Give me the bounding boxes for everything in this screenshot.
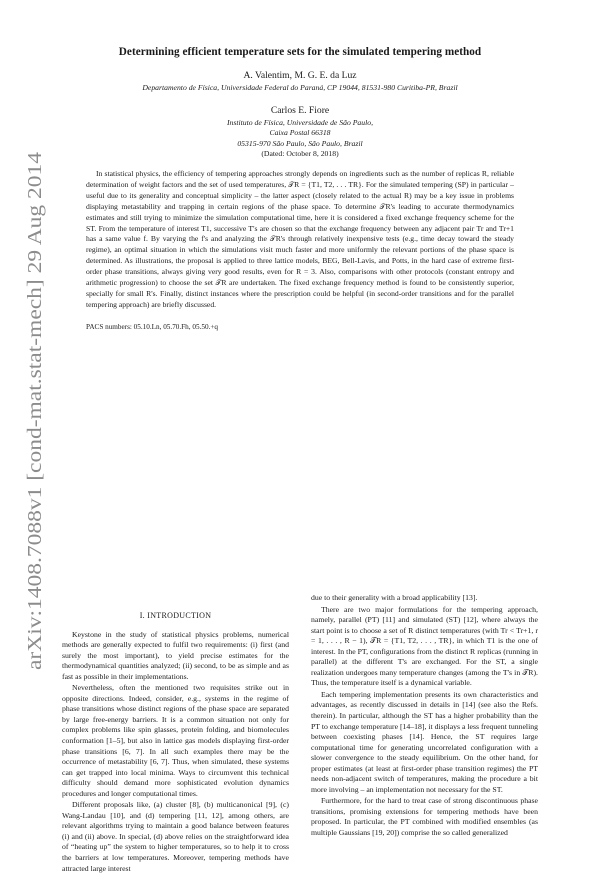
left-column [62, 593, 289, 875]
section-heading-introduction: I. INTRODUCTION [139, 611, 212, 620]
arxiv-id-text: arXiv:1408.7088v1 [cond-mat.stat-mech] 29 Aug 2014 [25, 240, 46, 670]
arxiv-identifier-stamp [14, 150, 54, 670]
affiliation-line-1: Instituto de Física, Universidade de São Paulo, [226, 118, 374, 128]
body-columns [62, 593, 538, 875]
left-paragraph-2: Nevertheless, often the mentioned two requisites strike out in opposite directions. Indeed, consider, e.g., systems in the regime of phase transitions whose distinct regions of the phase space are separated by large free-energy barriers. It is a common situation not only for complex problems like spin glasses, protein folding, and biomolecules conformation [1–5], but also in lattice gas models displaying first-order phase transitions [6, 7]. In all such examples there may be the occurrence of metastability [6, 7]. Thus, when simulated, these systems can get trapped into local minima. Ways to circumvent this technical difficulty should demand more sophisticated evolution dynamics procedures and longer computational times. [62, 683, 289, 798]
left-paragraph-1: Keystone in the study of statistical physics problems, numerical methods are generally expected to fulfil two requirements: (i) first (and surely the most important), to yield precise estimates for the thermodynamical quantities analyzed; (ii) second, to be as simple and as fast as possible in their implementations. [62, 629, 289, 681]
affiliation-line-2: Caixa Postal 66318 [269, 128, 331, 138]
paper-title: Determining efficient temperature sets for the simulated tempering method [118, 46, 482, 58]
right-paragraph-1: due to their generality with a broad applicability [13]. [311, 593, 478, 602]
authors-second-group: Carlos E. Fiore [270, 105, 330, 117]
affiliation-line-3: 05315-970 São Paulo, São Paulo, Brazil [237, 138, 363, 148]
right-paragraph-2: There are two major formulations for the tempering approach, namely, parallel (PT) [11] and simulated (ST) [12], where always the start point is to choose a set of R distinct temperatures (with Tr < Tr+1, r = 1, . . . , R − 1), 𝒯R = {T1, T2, . . . , TR}, in which T1 is the one of interest. In the PT, configurations from the distinct R replicas (running in parallel) at the different T's are exchanged. For the ST, a single realization undergoes many temperature changes (among the T's in 𝒯R). Thus, the temperature itself is a dynamical variable. [311, 604, 538, 688]
authors-first-group: A. Valentim, M. G. E. da Luz [243, 70, 357, 81]
right-paragraph-4: Furthermore, for the hard to treat case of strong discontinuous phase transitions, promising extensions for tempering methods have been proposed. In particular, the PT combined with modified ensembles (as multiple Gaussians [19, 20]) comprise the so called generalized [311, 796, 538, 838]
right-column [311, 593, 538, 875]
affiliation-first-group: Departamento de Física, Universidade Federal do Paraná, CP 19044, 81531-980 Curitiba-PR, Brazil [142, 83, 458, 92]
pacs-numbers: PACS numbers: 05.10.Ln, 05.70.Fh, 05.50.+q [86, 322, 218, 331]
paper-header [62, 46, 538, 331]
right-paragraph-3: Each tempering implementation presents its own characteristics and advantages, as recently discussed in details in [14] (see also the Refs. therein). In particular, although the ST has a higher probability than the PT to exchange temperature [14–18], it displays a less frequent tunneling between coexisting phases [14]. Hence, the ST requires large computational time for generating uncorrelated configuration with a slower convergence to the steady equilibrium. On the other hand, for proper estimates (at least at first-order phase transition regimes) the PT needs non-adjacent switch of temperatures, making the procedure a bit more involving – an implementation not necessary for the ST. [311, 689, 538, 794]
abstract: In statistical physics, the efficiency of tempering approaches strongly depends on ingredients such as the number of replicas R, reliable determination of weight factors and the set of used temperatures, 𝒯R = {T1, T2, . . . TR}. For the simulated tempering (SP) in particular – useful due to its generality and conceptual simplicity – the latter aspect (closely related to the actual R) may be a key issue in problems displaying metastability and trapping in certain regions of the phase space. To determine 𝒯R's leading to accurate thermodynamics estimates and still trying to minimize the simulation computational time, here it is considered a fixed exchange frequency scheme for the ST. From the temperature of interest T1, successive T's are chosen so that the exchange frequency between any adjacent pair Tr and Tr+1 has a same value f. By varying the f's and analyzing the 𝒯R's through relatively inexpensive tests (e.g., time decay toward the steady regime), an optimal situation in which the simulations visit much faster and more uniformly the relevant portions of the phase space is determined. As illustrations, the proposal is applied to three lattice models, BEG, Bell-Lavis, and Potts, in the hard case of extreme first-order phase transitions, always giving very good results, even for R = 3. Also, comparisons with other protocols (constant entropy and arithmetic progression) to choose the set 𝒯R are undertaken. The fixed exchange frequency method is found to be consistently superior, specially for small R's. Finally, distinct instances where the prescription could be helpful (in second-order transitions and for the parallel tempering approach) are briefly discussed. [86, 169, 514, 309]
dated-line: (Dated: October 8, 2018) [261, 148, 339, 158]
left-paragraph-3: Different proposals like, (a) cluster [8], (b) multicanonical [9], (c) Wang-Landau [10], and (d) tempering [11, 12], among others, are relevant algorithms trying to maintain a good balance between features (i) and (ii) above. In special, (d) above relies on the straightforward idea of “heating up” the system to higher temperatures, so to help it to cross the barriers at low temperatures. Moreover, tempering methods have attracted large interest [62, 800, 289, 873]
